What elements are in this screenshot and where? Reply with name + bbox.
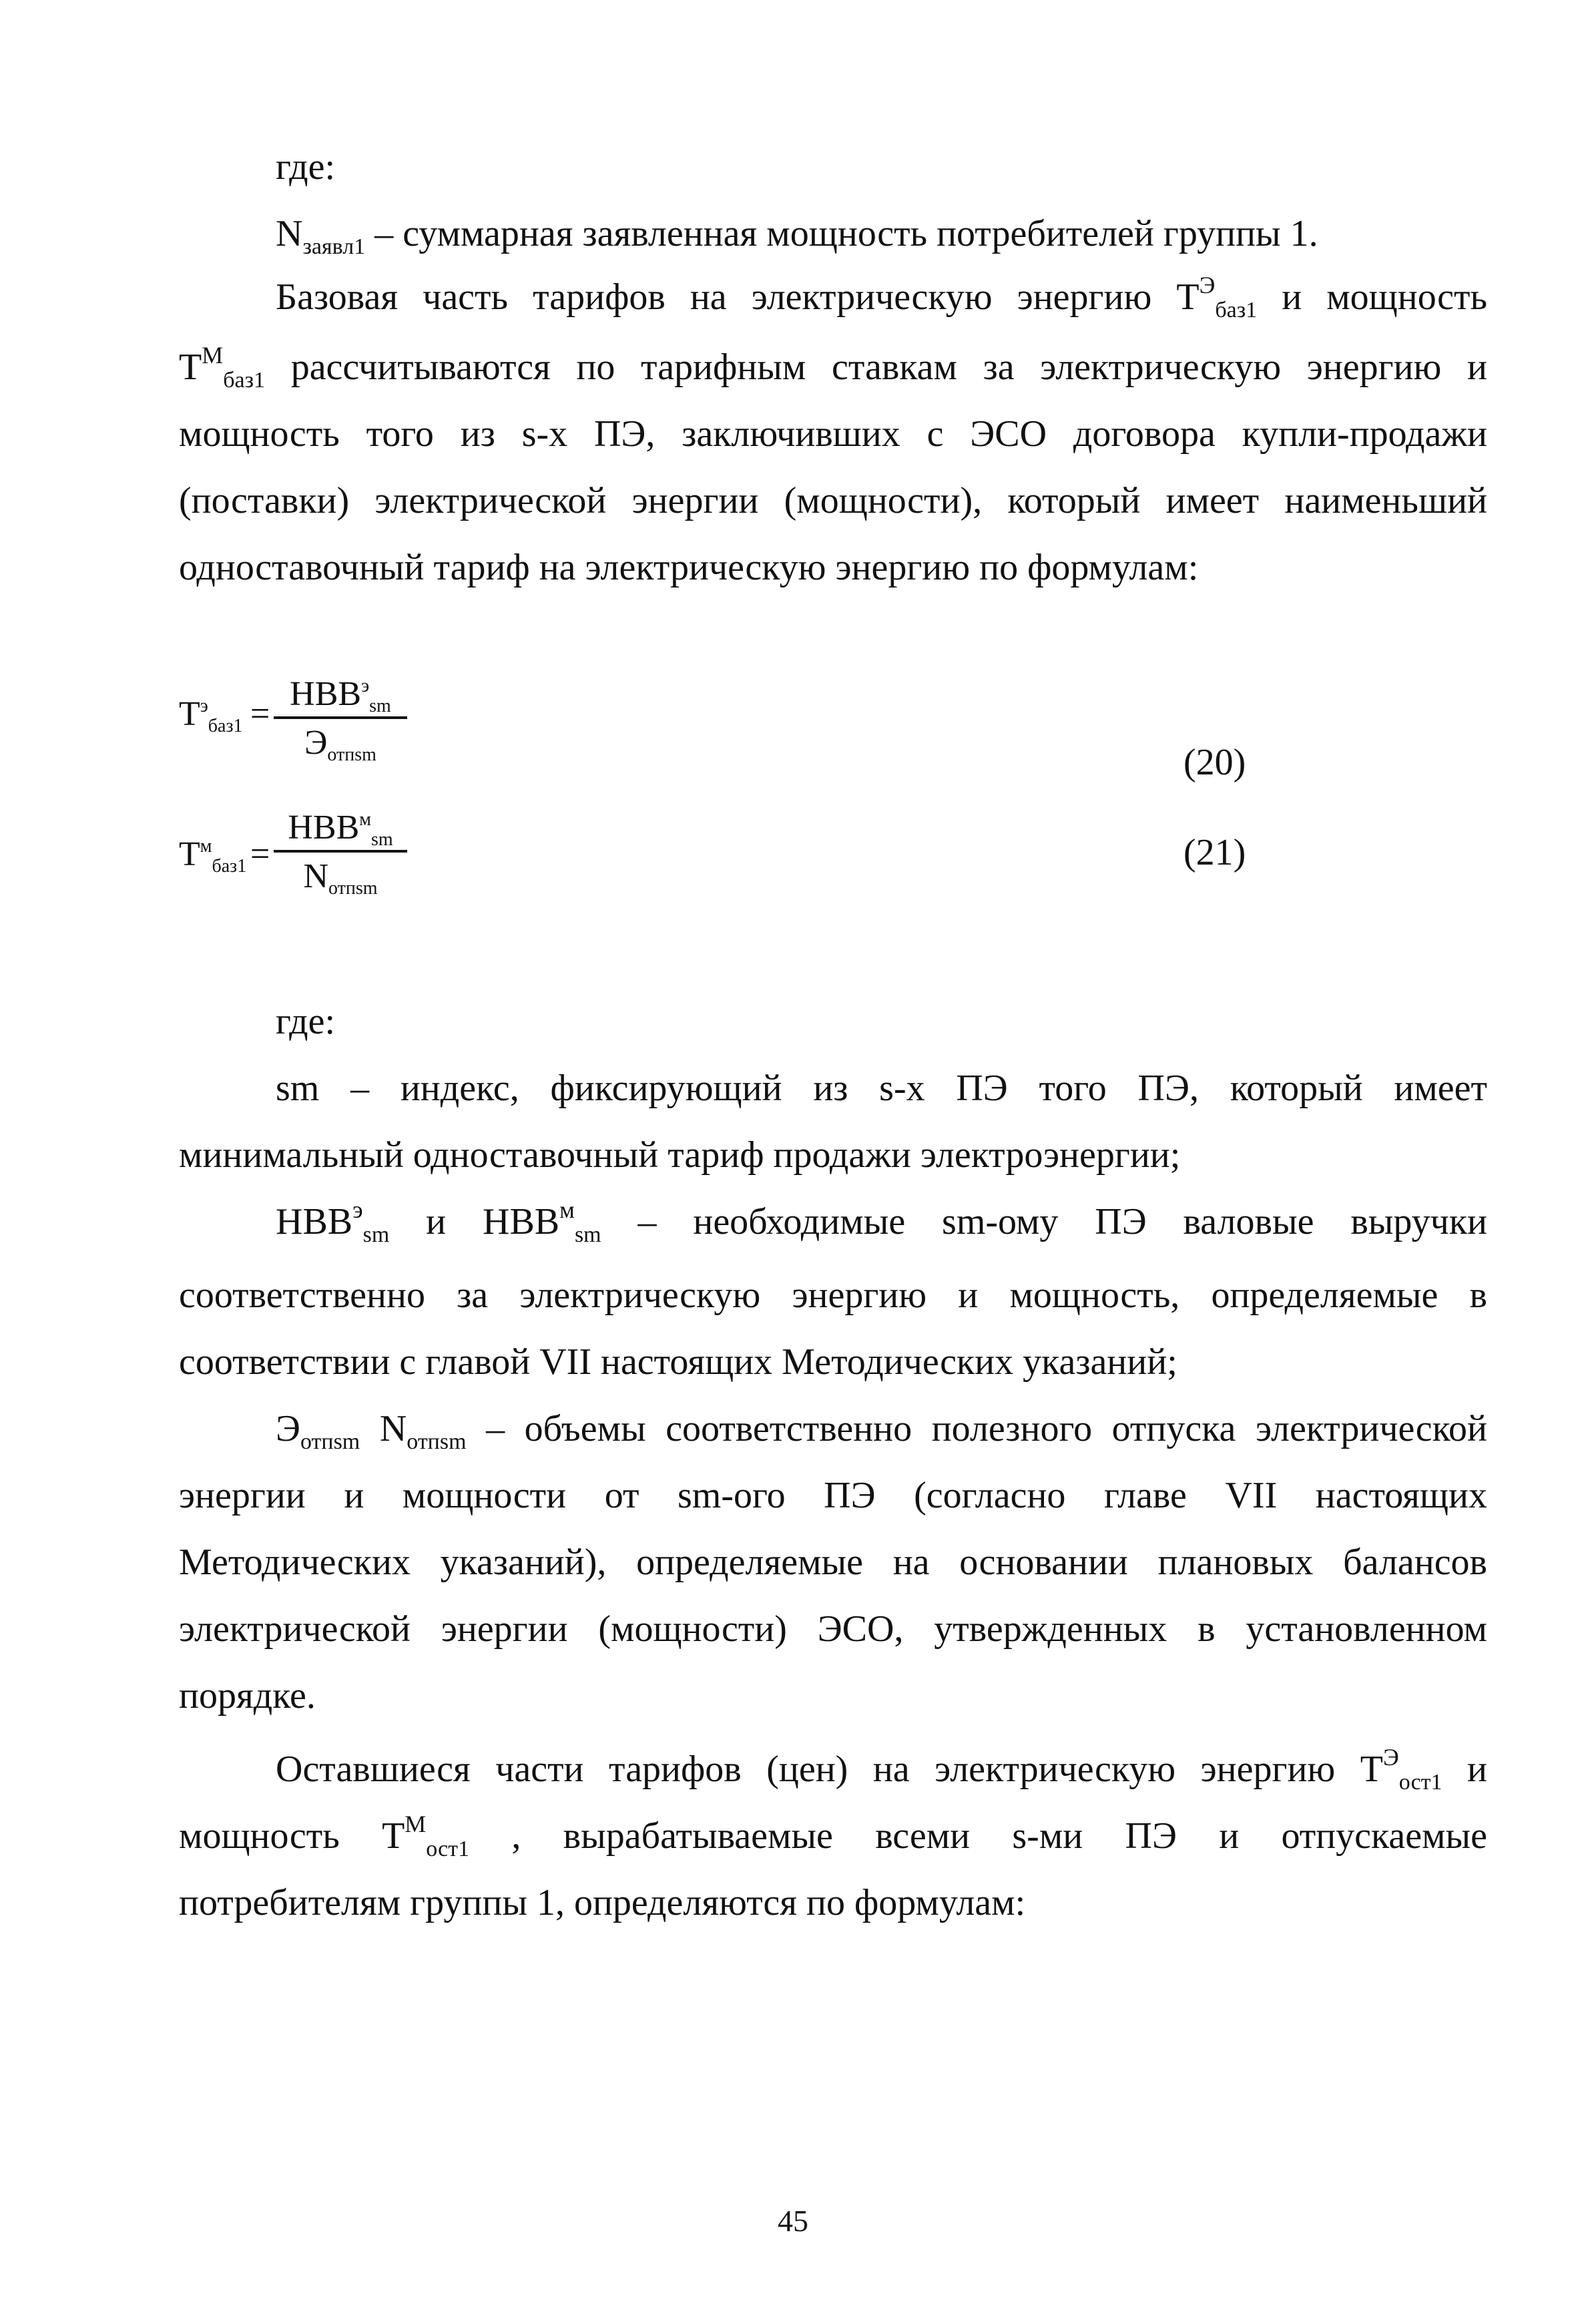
text-span: , вырабатываемые всеми s-ми ПЭ и отпускаемые [469,1815,1487,1857]
fraction-bar [274,716,407,719]
where-label-2: где: [276,1001,336,1042]
base-paragraph-line-2 [179,344,1487,391]
text-span: Э [276,1408,300,1449]
text-span: Базовая часть тарифов на электрическую энергию T [276,276,1200,318]
text-span: и мощность [1257,276,1487,318]
formula-sub: баз1 [212,856,247,877]
formula-sup: м [359,809,371,830]
subscript: ост1 [426,1837,470,1861]
formula-sub: отпsm [327,744,376,765]
definition-n-zayavl [276,210,1487,257]
n-symbol: N [276,213,303,254]
formula-20-equals: = [250,695,270,733]
volumes-definition-line-4: электрической энергии (мощности) ЭСО, утвержденных в установленном [179,1608,1487,1650]
text-span: Оставшиеся части тарифов (цен) на электрическую энергию T [276,1749,1383,1790]
formula-symbol: N [303,857,329,895]
sm-definition-line-1: sm – индекс, фиксирующий из s-х ПЭ того ПЭ, который имеет [276,1068,1487,1109]
text-span: рассчитываются по тарифным ставкам за электрическую энергию и [265,346,1487,388]
formula-20-fraction [274,674,407,765]
superscript: Э [1382,1744,1399,1771]
text-span: НВВ [483,1201,560,1242]
formula-20-lhs [179,694,243,734]
superscript: Э [1199,272,1216,298]
formula-20-number: (20) [1183,742,1246,783]
subscript: ост1 [1398,1770,1442,1795]
formula-symbol: НВВ [290,675,362,713]
formula-sub: sm [370,829,393,850]
base-paragraph-line-3: мощность того из s-х ПЭ, заключивших с ЭСО договора купли-продажи [179,413,1487,455]
superscript: м [559,1196,575,1223]
formula-21-lhs [179,835,247,877]
superscript: М [202,342,224,369]
formula-sub: sm [369,696,391,716]
nvv-definition-line-2: соответственно за электрическую энергию и мощность, определяемые в [179,1274,1487,1316]
superscript: э [352,1196,363,1223]
formula-symbol: T [179,695,200,733]
fraction-bar [274,850,407,853]
text-span: и [1442,1749,1488,1790]
formula-sub: отпsm [328,878,378,899]
subscript: отпsm [407,1429,467,1454]
subscript: баз1 [1215,298,1258,322]
sm-definition-line-2: минимальный одноставочный тариф продажи электроэнергии; [179,1134,1181,1176]
remaining-paragraph-line-3: потребителям группы 1, определяются по формулам: [179,1882,1026,1923]
superscript: М [405,1811,427,1837]
formula-21-number: (21) [1183,832,1246,873]
text-span: N [360,1408,407,1449]
formula-20-numerator [274,674,407,714]
base-paragraph-line-5: одноставочный тариф на электрическую энергию по формулам: [179,547,1199,588]
text-span: и [389,1201,483,1242]
formula-sub: баз1 [208,716,243,736]
formula-21-denominator [274,857,407,899]
text-span: – необходимые sm-ому ПЭ валовые выручки [601,1201,1487,1242]
subscript: sm [362,1222,390,1247]
nvv-definition-line-1 [276,1198,1487,1245]
volumes-definition-line-1 [276,1405,1487,1452]
n-subscript: заявл1 [302,234,366,259]
subscript: баз1 [223,368,266,393]
formula-symbol: T [179,835,200,873]
text-span: T [179,346,202,388]
formula-sup: э [361,676,370,696]
base-paragraph-line-4: (поставки) электрической энергии (мощности), который имеет наименьший [179,480,1487,521]
formula-symbol: НВВ [288,808,360,847]
where-label-1: где: [276,146,336,188]
subscript: отпsm [300,1429,360,1454]
formula-20-denominator [274,723,407,765]
volumes-definition-line-5: порядке. [179,1675,316,1716]
text-span: мощность T [179,1815,405,1857]
formula-sup: э [200,696,208,716]
formula-sup: м [200,836,212,857]
formula-21-numerator [274,808,407,850]
remaining-paragraph-line-2 [179,1813,1487,1859]
page-number: 45 [778,2204,808,2238]
n-definition-text: – суммарная заявленная мощность потребителей группы 1. [365,213,1318,254]
volumes-definition-line-3: Методических указаний), определяемые на основании плановых балансов [179,1542,1487,1583]
subscript: sm [574,1222,601,1247]
formula-symbol: Э [304,724,328,762]
formula-21-fraction [274,808,407,899]
formula-21-equals: = [250,835,270,873]
remaining-paragraph-line-1 [276,1746,1487,1793]
nvv-definition-line-3: соответствии с главой VII настоящих Методических указаний; [179,1341,1177,1383]
text-span: НВВ [276,1201,353,1242]
text-span: – объемы соответственно полезного отпуска электрической [466,1408,1487,1449]
base-paragraph-line-1 [276,274,1487,320]
volumes-definition-line-2: энергии и мощности от sm-ого ПЭ (согласно главе VII настоящих [179,1475,1487,1516]
